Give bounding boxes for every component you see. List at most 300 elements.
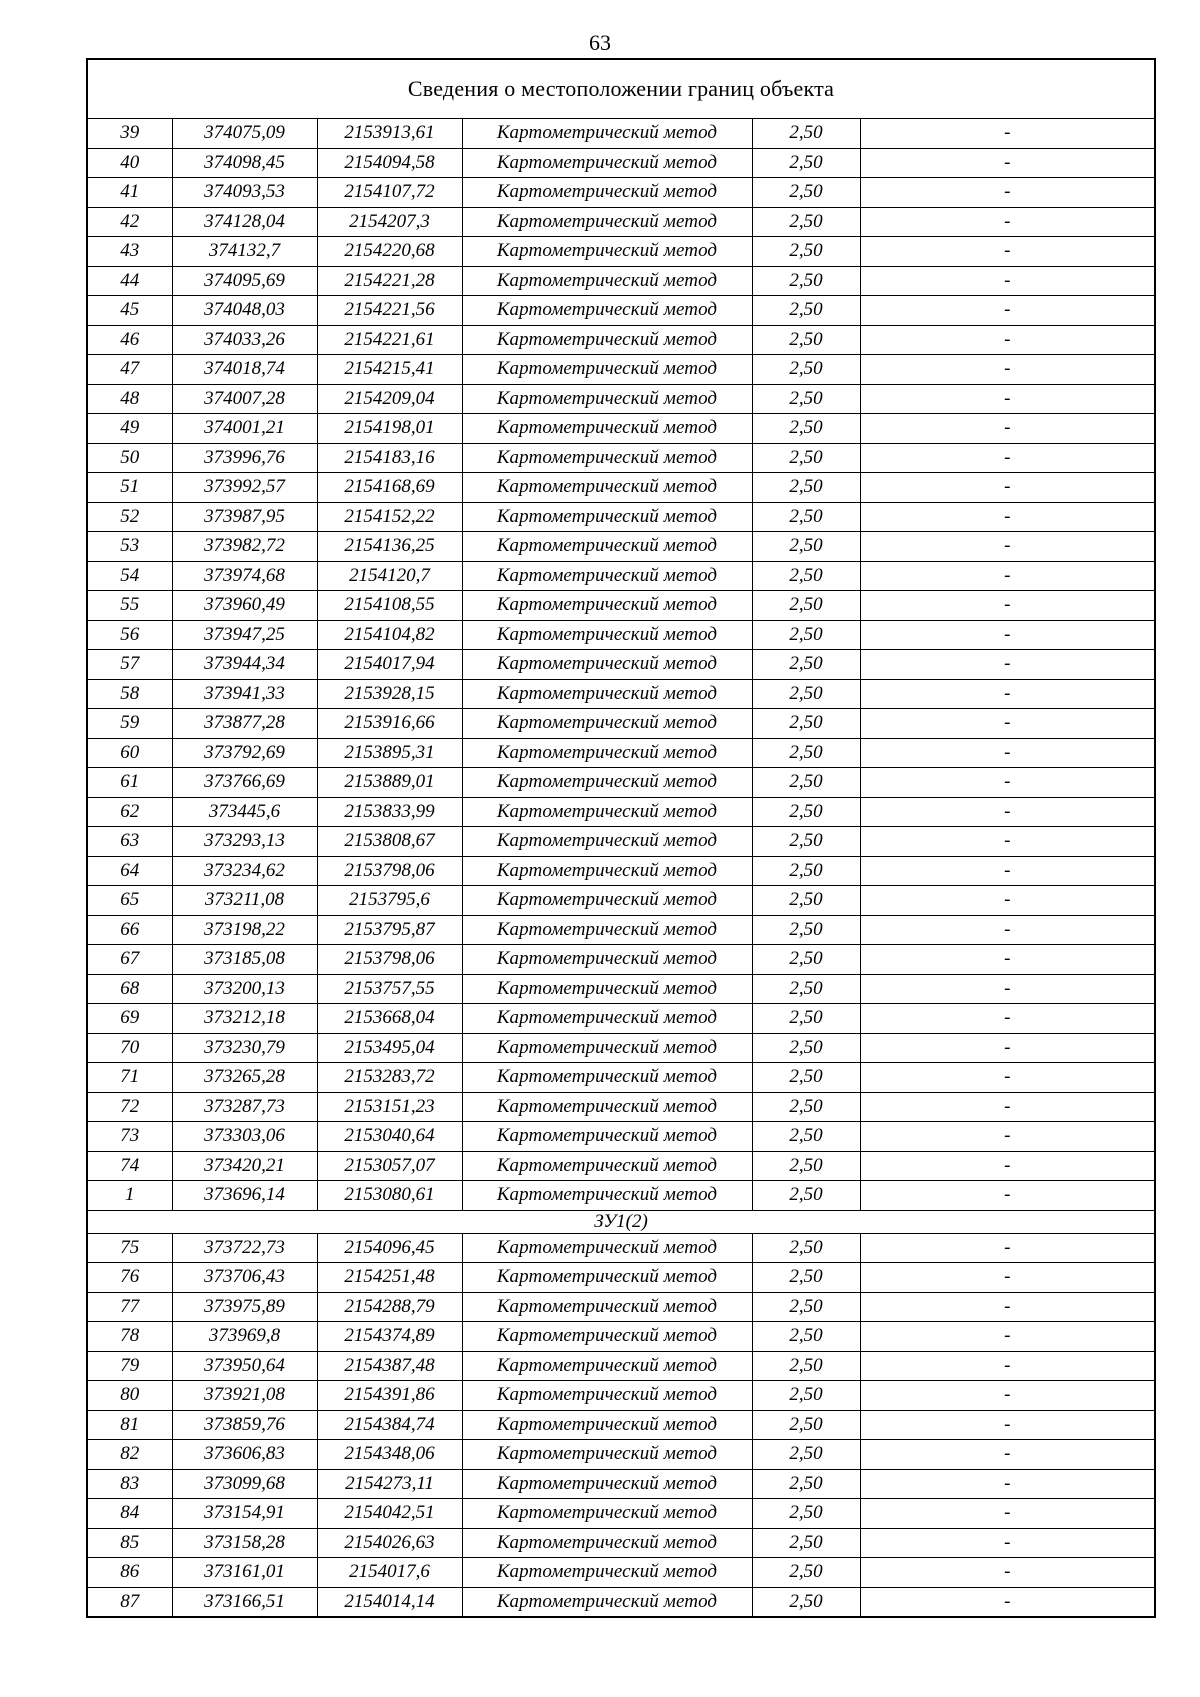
note-cell: -	[860, 119, 1155, 149]
note-cell: -	[860, 532, 1155, 562]
accuracy-cell: 2,50	[752, 1558, 860, 1588]
coordinate-y-cell: 2154120,7	[317, 561, 462, 591]
method-cell: Картометрический метод	[462, 1122, 752, 1152]
coordinate-y-cell: 2154198,01	[317, 414, 462, 444]
coordinate-x-cell: 373158,28	[172, 1528, 317, 1558]
method-cell: Картометрический метод	[462, 856, 752, 886]
accuracy-cell: 2,50	[752, 1440, 860, 1470]
coordinate-y-cell: 2153151,23	[317, 1092, 462, 1122]
point-number-cell: 80	[87, 1381, 172, 1411]
accuracy-cell: 2,50	[752, 1233, 860, 1263]
note-cell: -	[860, 974, 1155, 1004]
table-row	[87, 1181, 1155, 1211]
method-cell: Картометрический метод	[462, 414, 752, 444]
table-row	[87, 502, 1155, 532]
accuracy-cell: 2,50	[752, 1181, 860, 1211]
point-number-cell: 86	[87, 1558, 172, 1588]
point-number-cell: 49	[87, 414, 172, 444]
accuracy-cell: 2,50	[752, 1410, 860, 1440]
note-cell: -	[860, 237, 1155, 267]
note-cell: -	[860, 827, 1155, 857]
coordinate-x-cell: 374007,28	[172, 384, 317, 414]
accuracy-cell: 2,50	[752, 355, 860, 385]
coordinate-x-cell: 374001,21	[172, 414, 317, 444]
coordinate-y-cell: 2153080,61	[317, 1181, 462, 1211]
accuracy-cell: 2,50	[752, 384, 860, 414]
method-cell: Картометрический метод	[462, 1469, 752, 1499]
note-cell: -	[860, 856, 1155, 886]
note-cell: -	[860, 620, 1155, 650]
method-cell: Картометрический метод	[462, 1499, 752, 1529]
method-cell: Картометрический метод	[462, 561, 752, 591]
method-cell: Картометрический метод	[462, 679, 752, 709]
point-number-cell: 73	[87, 1122, 172, 1152]
table-row	[87, 797, 1155, 827]
coordinate-y-cell: 2154251,48	[317, 1263, 462, 1293]
coordinate-y-cell: 2153040,64	[317, 1122, 462, 1152]
accuracy-cell: 2,50	[752, 296, 860, 326]
accuracy-cell: 2,50	[752, 561, 860, 591]
coordinate-y-cell: 2154107,72	[317, 178, 462, 208]
point-number-cell: 64	[87, 856, 172, 886]
method-cell: Картометрический метод	[462, 266, 752, 296]
accuracy-cell: 2,50	[752, 650, 860, 680]
method-cell: Картометрический метод	[462, 443, 752, 473]
method-cell: Картометрический метод	[462, 1092, 752, 1122]
table-row	[87, 1381, 1155, 1411]
method-cell: Картометрический метод	[462, 1410, 752, 1440]
note-cell: -	[860, 1233, 1155, 1263]
note-cell: -	[860, 443, 1155, 473]
accuracy-cell: 2,50	[752, 1004, 860, 1034]
point-number-cell: 65	[87, 886, 172, 916]
accuracy-cell: 2,50	[752, 738, 860, 768]
point-number-cell: 39	[87, 119, 172, 149]
method-cell: Картометрический метод	[462, 709, 752, 739]
note-cell: -	[860, 738, 1155, 768]
coordinate-x-cell: 373265,28	[172, 1063, 317, 1093]
note-cell: -	[860, 886, 1155, 916]
method-cell: Картометрический метод	[462, 620, 752, 650]
note-cell: -	[860, 178, 1155, 208]
table-row	[87, 591, 1155, 621]
point-number-cell: 53	[87, 532, 172, 562]
coordinate-y-cell: 2154374,89	[317, 1322, 462, 1352]
method-cell: Картометрический метод	[462, 1151, 752, 1181]
coordinate-x-cell: 373293,13	[172, 827, 317, 857]
accuracy-cell: 2,50	[752, 1033, 860, 1063]
table-row	[87, 1558, 1155, 1588]
method-cell: Картометрический метод	[462, 886, 752, 916]
table-row	[87, 1528, 1155, 1558]
accuracy-cell: 2,50	[752, 1528, 860, 1558]
note-cell: -	[860, 296, 1155, 326]
note-cell: -	[860, 207, 1155, 237]
coordinate-x-cell: 373766,69	[172, 768, 317, 798]
table-row	[87, 325, 1155, 355]
table-row	[87, 178, 1155, 208]
table-body	[87, 59, 1155, 1617]
coordinate-y-cell: 2154104,82	[317, 620, 462, 650]
accuracy-cell: 2,50	[752, 325, 860, 355]
table-row	[87, 679, 1155, 709]
point-number-cell: 56	[87, 620, 172, 650]
accuracy-cell: 2,50	[752, 768, 860, 798]
method-cell: Картометрический метод	[462, 1033, 752, 1063]
table-row	[87, 1263, 1155, 1293]
note-cell: -	[860, 384, 1155, 414]
coordinate-y-cell: 2153913,61	[317, 119, 462, 149]
accuracy-cell: 2,50	[752, 945, 860, 975]
table-row	[87, 709, 1155, 739]
coordinate-x-cell: 373161,01	[172, 1558, 317, 1588]
coordinate-y-cell: 2153798,06	[317, 856, 462, 886]
point-number-cell: 74	[87, 1151, 172, 1181]
method-cell: Картометрический метод	[462, 532, 752, 562]
note-cell: -	[860, 1440, 1155, 1470]
point-number-cell: 44	[87, 266, 172, 296]
coordinate-y-cell: 2153928,15	[317, 679, 462, 709]
note-cell: -	[860, 1092, 1155, 1122]
point-number-cell: 45	[87, 296, 172, 326]
accuracy-cell: 2,50	[752, 709, 860, 739]
method-cell: Картометрический метод	[462, 1181, 752, 1211]
point-number-cell: 85	[87, 1528, 172, 1558]
accuracy-cell: 2,50	[752, 148, 860, 178]
table-row	[87, 1004, 1155, 1034]
coordinate-y-cell: 2154221,61	[317, 325, 462, 355]
method-cell: Картометрический метод	[462, 1351, 752, 1381]
coordinate-x-cell: 374132,7	[172, 237, 317, 267]
point-number-cell: 54	[87, 561, 172, 591]
coordinate-y-cell: 2153916,66	[317, 709, 462, 739]
method-cell: Картометрический метод	[462, 296, 752, 326]
table-row	[87, 266, 1155, 296]
method-cell: Картометрический метод	[462, 1233, 752, 1263]
accuracy-cell: 2,50	[752, 1151, 860, 1181]
coordinate-x-cell: 373859,76	[172, 1410, 317, 1440]
point-number-cell: 66	[87, 915, 172, 945]
point-number-cell: 77	[87, 1292, 172, 1322]
point-number-cell: 71	[87, 1063, 172, 1093]
method-cell: Картометрический метод	[462, 650, 752, 680]
accuracy-cell: 2,50	[752, 207, 860, 237]
table-row	[87, 1322, 1155, 1352]
coordinate-y-cell: 2154207,3	[317, 207, 462, 237]
page-number: 63	[589, 30, 611, 55]
table-row	[87, 1499, 1155, 1529]
coordinate-x-cell: 373792,69	[172, 738, 317, 768]
table-row	[87, 827, 1155, 857]
coordinate-y-cell: 2153057,07	[317, 1151, 462, 1181]
section-label: ЗУ1(2)	[87, 1210, 1155, 1233]
note-cell: -	[860, 1151, 1155, 1181]
coordinate-x-cell: 373200,13	[172, 974, 317, 1004]
point-number-cell: 62	[87, 797, 172, 827]
point-number-cell: 60	[87, 738, 172, 768]
method-cell: Картометрический метод	[462, 207, 752, 237]
point-number-cell: 81	[87, 1410, 172, 1440]
coordinate-y-cell: 2154384,74	[317, 1410, 462, 1440]
coordinate-y-cell: 2154391,86	[317, 1381, 462, 1411]
coordinate-y-cell: 2154042,51	[317, 1499, 462, 1529]
coordinate-x-cell: 373950,64	[172, 1351, 317, 1381]
coordinate-x-cell: 373947,25	[172, 620, 317, 650]
coordinate-y-cell: 2154014,14	[317, 1587, 462, 1617]
note-cell: -	[860, 1499, 1155, 1529]
point-number-cell: 46	[87, 325, 172, 355]
accuracy-cell: 2,50	[752, 1263, 860, 1293]
note-cell: -	[860, 502, 1155, 532]
coordinate-y-cell: 2154348,06	[317, 1440, 462, 1470]
table-row	[87, 207, 1155, 237]
note-cell: -	[860, 1322, 1155, 1352]
note-cell: -	[860, 1587, 1155, 1617]
coordinate-x-cell: 373996,76	[172, 443, 317, 473]
point-number-cell: 84	[87, 1499, 172, 1529]
point-number-cell: 61	[87, 768, 172, 798]
coordinate-y-cell: 2153798,06	[317, 945, 462, 975]
point-number-cell: 40	[87, 148, 172, 178]
method-cell: Картометрический метод	[462, 1004, 752, 1034]
table-row	[87, 650, 1155, 680]
point-number-cell: 76	[87, 1263, 172, 1293]
accuracy-cell: 2,50	[752, 1499, 860, 1529]
coordinate-x-cell: 373198,22	[172, 915, 317, 945]
point-number-cell: 52	[87, 502, 172, 532]
coordinate-y-cell: 2154168,69	[317, 473, 462, 503]
coordinate-y-cell: 2154152,22	[317, 502, 462, 532]
coordinate-y-cell: 2154108,55	[317, 591, 462, 621]
accuracy-cell: 2,50	[752, 886, 860, 916]
point-number-cell: 72	[87, 1092, 172, 1122]
accuracy-cell: 2,50	[752, 1587, 860, 1617]
point-number-cell: 68	[87, 974, 172, 1004]
table-row	[87, 532, 1155, 562]
accuracy-cell: 2,50	[752, 1351, 860, 1381]
accuracy-cell: 2,50	[752, 1092, 860, 1122]
method-cell: Картометрический метод	[462, 1440, 752, 1470]
coordinate-y-cell: 2154026,63	[317, 1528, 462, 1558]
coordinate-x-cell: 373960,49	[172, 591, 317, 621]
note-cell: -	[860, 1004, 1155, 1034]
table-row	[87, 974, 1155, 1004]
table-row	[87, 119, 1155, 149]
accuracy-cell: 2,50	[752, 414, 860, 444]
coordinate-y-cell: 2154017,94	[317, 650, 462, 680]
accuracy-cell: 2,50	[752, 856, 860, 886]
note-cell: -	[860, 561, 1155, 591]
accuracy-cell: 2,50	[752, 502, 860, 532]
point-number-cell: 55	[87, 591, 172, 621]
coordinate-x-cell: 373877,28	[172, 709, 317, 739]
coordinate-y-cell: 2153795,87	[317, 915, 462, 945]
coordinate-y-cell: 2154094,58	[317, 148, 462, 178]
point-number-cell: 59	[87, 709, 172, 739]
point-number-cell: 69	[87, 1004, 172, 1034]
method-cell: Картометрический метод	[462, 119, 752, 149]
coordinate-x-cell: 373212,18	[172, 1004, 317, 1034]
table-row	[87, 1033, 1155, 1063]
point-number-cell: 1	[87, 1181, 172, 1211]
coordinate-y-cell: 2153757,55	[317, 974, 462, 1004]
table-row	[87, 768, 1155, 798]
method-cell: Картометрический метод	[462, 915, 752, 945]
table-row	[87, 915, 1155, 945]
table-row	[87, 886, 1155, 916]
table-row	[87, 148, 1155, 178]
table-row	[87, 473, 1155, 503]
accuracy-cell: 2,50	[752, 178, 860, 208]
coordinate-y-cell: 2154215,41	[317, 355, 462, 385]
coordinate-x-cell: 374095,69	[172, 266, 317, 296]
table-row	[87, 738, 1155, 768]
point-number-cell: 67	[87, 945, 172, 975]
coordinate-y-cell: 2154183,16	[317, 443, 462, 473]
coordinate-x-cell: 373606,83	[172, 1440, 317, 1470]
table-row	[87, 620, 1155, 650]
point-number-cell: 43	[87, 237, 172, 267]
coordinate-x-cell: 373154,91	[172, 1499, 317, 1529]
table-title: Сведения о местоположении границ объекта	[87, 59, 1155, 119]
point-number-cell: 48	[87, 384, 172, 414]
accuracy-cell: 2,50	[752, 532, 860, 562]
table-row	[87, 1292, 1155, 1322]
table-row	[87, 443, 1155, 473]
point-number-cell: 58	[87, 679, 172, 709]
coordinate-x-cell: 373420,21	[172, 1151, 317, 1181]
coordinate-x-cell: 373696,14	[172, 1181, 317, 1211]
table-row	[87, 414, 1155, 444]
coordinate-x-cell: 373941,33	[172, 679, 317, 709]
coordinate-x-cell: 373303,06	[172, 1122, 317, 1152]
table-title-row	[87, 59, 1155, 119]
note-cell: -	[860, 709, 1155, 739]
accuracy-cell: 2,50	[752, 827, 860, 857]
method-cell: Картометрический метод	[462, 1381, 752, 1411]
coordinate-y-cell: 2153495,04	[317, 1033, 462, 1063]
method-cell: Картометрический метод	[462, 1263, 752, 1293]
method-cell: Картометрический метод	[462, 473, 752, 503]
note-cell: -	[860, 473, 1155, 503]
point-number-cell: 70	[87, 1033, 172, 1063]
coordinate-x-cell: 373975,89	[172, 1292, 317, 1322]
coordinate-x-cell: 373921,08	[172, 1381, 317, 1411]
note-cell: -	[860, 650, 1155, 680]
method-cell: Картометрический метод	[462, 945, 752, 975]
method-cell: Картометрический метод	[462, 797, 752, 827]
note-cell: -	[860, 915, 1155, 945]
coordinate-y-cell: 2154220,68	[317, 237, 462, 267]
note-cell: -	[860, 1381, 1155, 1411]
coordinate-x-cell: 373706,43	[172, 1263, 317, 1293]
coordinate-y-cell: 2153889,01	[317, 768, 462, 798]
note-cell: -	[860, 945, 1155, 975]
coordinate-x-cell: 374018,74	[172, 355, 317, 385]
table-row	[87, 384, 1155, 414]
table-row	[87, 856, 1155, 886]
point-number-cell: 87	[87, 1587, 172, 1617]
coordinate-y-cell: 2154209,04	[317, 384, 462, 414]
coordinate-y-cell: 2154221,56	[317, 296, 462, 326]
method-cell: Картометрический метод	[462, 974, 752, 1004]
coordinate-x-cell: 373722,73	[172, 1233, 317, 1263]
coordinate-x-cell: 374128,04	[172, 207, 317, 237]
method-cell: Картометрический метод	[462, 148, 752, 178]
accuracy-cell: 2,50	[752, 797, 860, 827]
coordinate-x-cell: 373944,34	[172, 650, 317, 680]
accuracy-cell: 2,50	[752, 679, 860, 709]
table-row	[87, 1063, 1155, 1093]
coordinate-y-cell: 2153895,31	[317, 738, 462, 768]
note-cell: -	[860, 1263, 1155, 1293]
method-cell: Картометрический метод	[462, 591, 752, 621]
point-number-cell: 63	[87, 827, 172, 857]
coordinate-y-cell: 2154096,45	[317, 1233, 462, 1263]
point-number-cell: 78	[87, 1322, 172, 1352]
accuracy-cell: 2,50	[752, 119, 860, 149]
note-cell: -	[860, 1351, 1155, 1381]
method-cell: Картометрический метод	[462, 1558, 752, 1588]
note-cell: -	[860, 355, 1155, 385]
point-number-cell: 41	[87, 178, 172, 208]
table-row	[87, 1587, 1155, 1617]
point-number-cell: 79	[87, 1351, 172, 1381]
table-row	[87, 1410, 1155, 1440]
table-row	[87, 1351, 1155, 1381]
point-number-cell: 75	[87, 1233, 172, 1263]
method-cell: Картометрический метод	[462, 384, 752, 414]
section-header-row	[87, 1210, 1155, 1233]
coordinate-x-cell: 374093,53	[172, 178, 317, 208]
table-row	[87, 945, 1155, 975]
accuracy-cell: 2,50	[752, 1322, 860, 1352]
accuracy-cell: 2,50	[752, 443, 860, 473]
method-cell: Картометрический метод	[462, 355, 752, 385]
note-cell: -	[860, 1063, 1155, 1093]
note-cell: -	[860, 1181, 1155, 1211]
accuracy-cell: 2,50	[752, 591, 860, 621]
boundary-points-table	[86, 58, 1156, 1618]
accuracy-cell: 2,50	[752, 1381, 860, 1411]
coordinate-x-cell: 374075,09	[172, 119, 317, 149]
method-cell: Картометрический метод	[462, 738, 752, 768]
accuracy-cell: 2,50	[752, 974, 860, 1004]
accuracy-cell: 2,50	[752, 266, 860, 296]
coordinate-y-cell: 2154017,6	[317, 1558, 462, 1588]
method-cell: Картометрический метод	[462, 1322, 752, 1352]
method-cell: Картометрический метод	[462, 1587, 752, 1617]
note-cell: -	[860, 325, 1155, 355]
table-row	[87, 355, 1155, 385]
coordinate-y-cell: 2153795,6	[317, 886, 462, 916]
method-cell: Картометрический метод	[462, 502, 752, 532]
point-number-cell: 42	[87, 207, 172, 237]
coordinate-y-cell: 2154136,25	[317, 532, 462, 562]
coordinate-x-cell: 373234,62	[172, 856, 317, 886]
point-number-cell: 51	[87, 473, 172, 503]
table-row	[87, 1469, 1155, 1499]
note-cell: -	[860, 591, 1155, 621]
method-cell: Картометрический метод	[462, 1292, 752, 1322]
note-cell: -	[860, 148, 1155, 178]
note-cell: -	[860, 1528, 1155, 1558]
coordinate-x-cell: 373992,57	[172, 473, 317, 503]
method-cell: Картометрический метод	[462, 178, 752, 208]
accuracy-cell: 2,50	[752, 1469, 860, 1499]
note-cell: -	[860, 1292, 1155, 1322]
method-cell: Картометрический метод	[462, 237, 752, 267]
